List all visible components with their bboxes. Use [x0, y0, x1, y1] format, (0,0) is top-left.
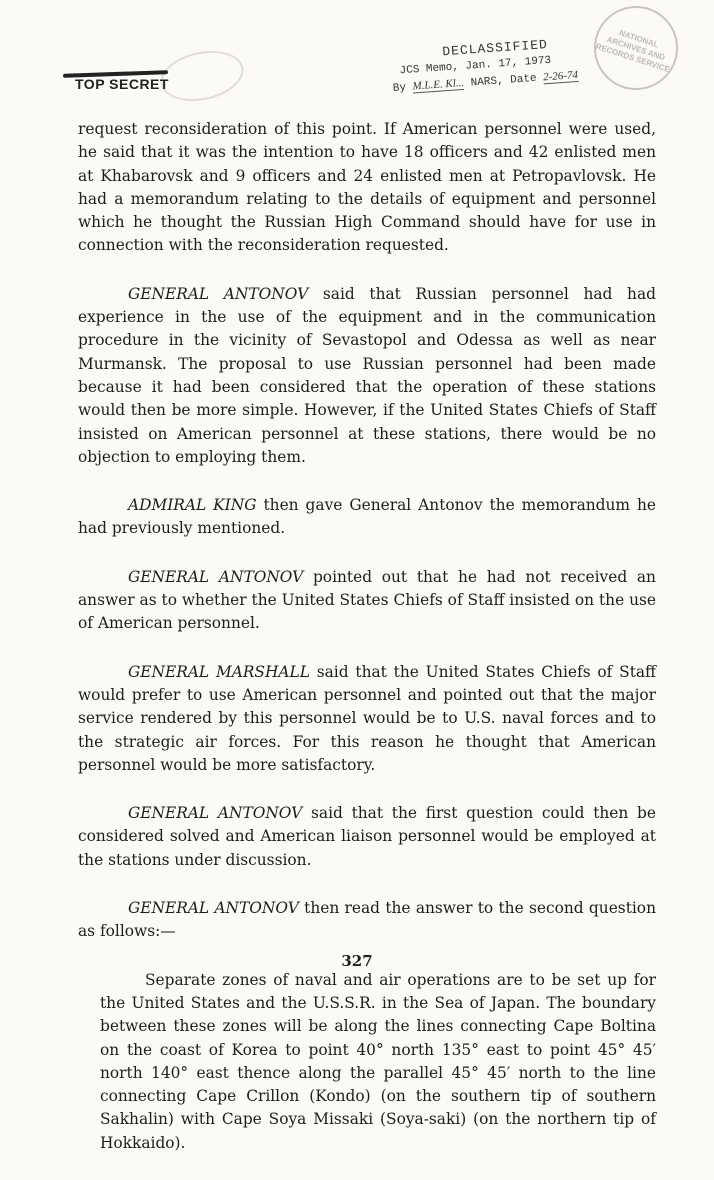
national-archives-seal — [583, 0, 689, 101]
paragraph-text: then gave General Antonov the memorandum he had previously mentioned. — [78, 496, 656, 538]
document-body — [78, 118, 656, 1180]
seal-text: NATIONAL ARCHIVES AND RECORDS SERVICE — [594, 28, 671, 75]
paragraph-continuation: request reconsideration of this point. If American personnel were used, he said that it was the intention to have 18 officers and 42 enlisted men at Khabarovsk and 9 officers and 24 enlisted men at Petropavlovsk. He had a memorandum relating to the details of equipment and personnel which he thought the Russian High Command should have for use in connection with the reconsideration requested. — [78, 120, 656, 255]
speaker-name: GENERAL ANTONOV — [128, 567, 304, 586]
paragraph-king — [78, 494, 656, 541]
classification-marking — [75, 76, 169, 92]
declassification-authority: JCS Memo, Jan. 17, 1973 — [399, 54, 552, 78]
paragraph-antonov-1 — [78, 283, 656, 469]
by-label: By — [392, 81, 407, 95]
speaker-name: GENERAL ANTONOV — [128, 804, 303, 823]
speaker-name: GENERAL ANTONOV — [128, 899, 299, 918]
paragraph-text: then read the answer to the second question as follows:— — [78, 899, 656, 941]
paragraph-text: said that Russian personnel had had experience in the use of the equipment and in the communication procedure in the vicinity of Sevastopol and Odessa as well as near Murmansk. The proposal to use Russian personnel had been made because it had been considered that the operation of these stations would then be more simple. However, if the United States Chiefs of Staff insisted on American personnel at these stations, there would be no objection to employing them. — [78, 284, 656, 466]
agency-label: NARS, Date — [470, 72, 538, 90]
speaker-name: GENERAL MARSHALL — [128, 662, 310, 681]
paragraph-antonov-3 — [78, 802, 656, 872]
faded-stamp-mark — [156, 44, 248, 108]
paragraph-text: pointed out that he had not received an answer as to whether the United States Chiefs of Staff insisted on the use of American personnel. — [78, 567, 656, 633]
reviewer-signature: M.L.E. Kl... — [412, 76, 465, 93]
classification-label: TOP SECRET — [75, 76, 169, 92]
paragraph-text: said that the first question could then be considered solved and American liaison personnel would be employed at the stations under discussion. — [78, 804, 656, 869]
paragraph-antonov-4 — [78, 897, 656, 944]
speaker-name: ADMIRAL KING — [128, 496, 257, 515]
paragraph-antonov-2 — [78, 566, 656, 636]
speaker-name: GENERAL ANTONOV — [128, 284, 309, 303]
declassification-date: 2-26-74 — [542, 68, 579, 84]
declassified-title: DECLASSIFIED — [441, 37, 549, 60]
quoted-answer-block: Separate zones of naval and air operations are to be set up for the United States and the U.S.S.R. in the Sea of Japan. The boundary between these zones will be along the lines connecting Cape Boltina on the coast of Korea to point 40° north 135° east to point 45° 45′ north 140° east thence along the parallel 45° 45′ north to the line connecting Cape Crillon (Kondo) (on the southern tip of southern Sakhalin) with Cape Soya Missaki (Soya-saki) (on the northern tip of Hokkaido). — [100, 970, 656, 1152]
page-number: 327 — [341, 952, 373, 970]
paragraph-text: said that the United States Chiefs of Staff would prefer to use American personnel and pointed out that the major service rendered by this personnel would be to U.S. naval forces and to the strategic air forces. For this reason he thought that American personnel would be more satisfactory. — [78, 662, 656, 774]
paragraph-marshall — [78, 661, 656, 777]
declassification-stamp — [390, 34, 593, 95]
